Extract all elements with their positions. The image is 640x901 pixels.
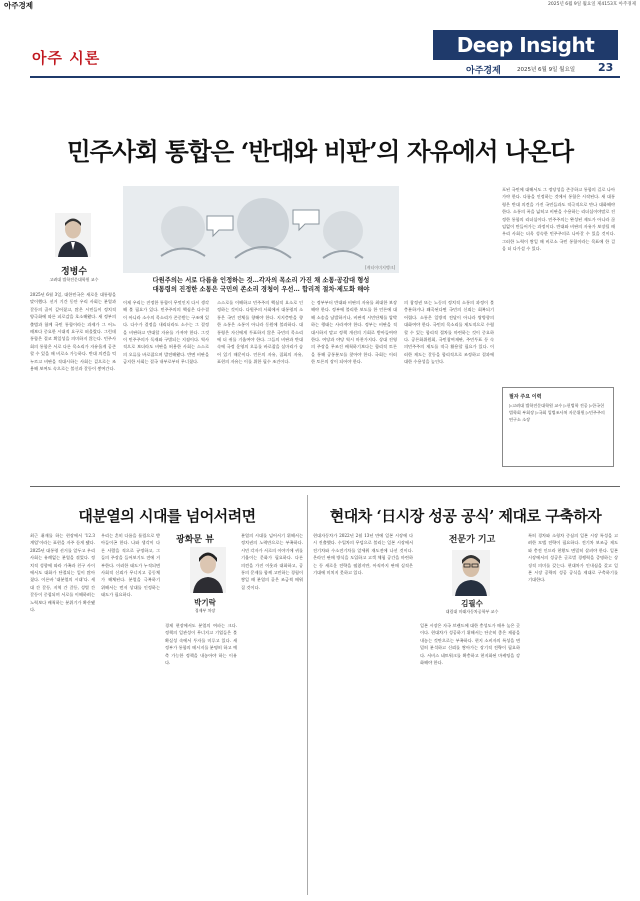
- article-column: 분열의 시대를 넘어서기 위해서는 정치권의 노력만으로는 부족하다. 시민 각자가 서로의 이야기에 귀를 기울이는 문화가 필요하다. 다른 의견을 가진 이웃과 대화하고, 공통의 문제를 함께 고민하는 경험이 쌓일 때 분열의 골은 조금씩 메워질 것이다.: [241, 533, 303, 590]
- columnist-photo: [190, 547, 226, 593]
- header-rule: [30, 76, 620, 78]
- author-title: 고려대 법학전문대학원 교수: [49, 277, 99, 282]
- article-column: 특히 경차와 소형차 중심의 일본 시장 특성을 고려한 모델 전략이 필요하다. 전기차 보조금 제도와 충전 인프라 현황도 면밀히 살펴야 한다. 일본 시장에서의 성공은 글로벌 경쟁력을 증명하는 상징적 의미를 갖는다. 현대차가 인내심을 갖고 일본 시장 공략의 성공 공식을 제대로 구축하기를 기대한다.: [528, 533, 618, 583]
- article-column: 포된 국민에 대해서도 그 정당성을 존중하고 통합의 길로 나아가야 한다. 다름을 인정하는 것에서 통합은 시작된다. 새 대통령은 반대 의견을 가진 국민들과도 적극적으로 만나 대화해야 한다. 소통의 폭을 넓히고 비판을 수용하는 리더십이야말로 진정한 통합의 리더십이다. 민주주의는 완성된 제도가 아니라 끊임없이 만들어가는 과정이다. 반대와 비판의 자유가 보장될 때 우리 사회는 더욱 성숙한 민주주의로 나아갈 수 있을 것이다. 그러한 노력이 쌓일 때 비로소 국민 통합이라는 목표에 한 걸음 더 다가설 수 있다.: [502, 187, 615, 252]
- contributor-name: 김필수: [461, 599, 483, 608]
- subheadline-line-2: 대통령의 진정한 소통은 국민의 존소리 경청이 우선… 합리적 절차·제도화 해야: [152, 286, 370, 294]
- author-photo: [55, 213, 91, 257]
- article-column: 이제 우리는 진정한 통합이 무엇인지 다시 생각해 볼 필요가 있다. 민주주의의 핵심은 다수결이 아니라 소수의 목소리가 존중받는 구조에 있다. 다수가 결정을 내리더라도 소수는 그 결정을 비판하고 반대할 자유를 가져야 한다. 그것이 민주주의가 독재와 구별되는 지점이다. 역사적으로 보더라도 비판을 허용한 사회는 스스로의 오류를 바로잡으며 발전해왔다. 반면 비판을 금지한 사회는 결국 내부로부터 무너졌다.: [123, 300, 209, 365]
- subheadline: [123, 276, 399, 295]
- article-column: 최근 취재를 하는 현장에서 '12.3 계엄'이라는 표현을 자주 듣게 됐다. 2025년 대통령 선거를 앞두고 우리 사회는 유례없는 분열을 겪었다. 정치적 성향에 따라 가족과 친구 사이에서도 대화가 단절되는 일이 많아졌다. 이른바 '대분열의 시대'다. 세대 간 갈등, 지역 간 갈등, 성별 간 갈등이 중첩되며 서로를 이해하려는 노력보다 배척하는 분위기가 확산됐다.: [30, 533, 95, 613]
- article-column: 는 정부부터 반대와 비판의 자유를 최대한 보장해야 한다. 정부에 불리한 보도를 한 언론에 대해 소송을 남발하거나, 비판적 시민단체를 압박하는 행태는 사라져야 한다. 정부는 비판을 적대시하지 말고 정책 개선의 기회로 받아들여야 한다. 여당과 야당 역시 마찬가지다. 상대 진영의 주장을 무조건 배척하기보다는 합리적 토론을 통해 공통분모를 찾아야 한다. 국회는 이러한 토론의 장이 되어야 한다.: [311, 300, 397, 365]
- section-divider: [30, 486, 620, 487]
- contributor-photo: [452, 550, 490, 596]
- main-headline: 민주사회 통합은 ‘반대와 비판’의 자유에서 나온다: [66, 137, 574, 166]
- masthead-meta: 2025년 6월 9일 월요일 제4153호 아주경제: [548, 2, 636, 7]
- author-name: 정병수: [60, 267, 88, 277]
- column-name: 광화문 뷰: [176, 535, 214, 545]
- deep-insight-banner: Deep Insight: [433, 30, 618, 60]
- illustration-photo: [123, 186, 399, 273]
- article-column: 경제 현장에서도 분열의 여파는 크다. 정책의 일관성이 무너지고 기업들은 불확실성 속에서 투자를 미루고 있다. 새 정부가 통합의 메시지를 분명히 하고 예측 가능한 정책을 내놓아야 하는 이유다.: [165, 623, 237, 666]
- article-column: 2025년 6월 3일, 대한민국은 새로운 대통령을 맞이했다. 선거 기간 동안 우리 사회는 분열과 갈등의 골이 깊어졌고, 많은 시민들이 정치적 양극화에 따른 피로감을 호소해왔다. 새 정부의 출범과 함께 국민 통합이라는 과제가 그 어느 때보다 중요한 시대적 요구로 떠올랐다. 그런데 통합은 결코 획일성을 의미하지 않는다. 민주사회의 통합은 서로 다른 목소리가 자유롭게 공존할 수 있을 때 비로소 가능하다. 반대 의견을 억누르고 비판을 적대시하는 사회는 겉으로는 조용해 보여도 속으로는 불신과 갈등이 쌓여간다.: [30, 292, 116, 372]
- profile-title: 필자 주요 이력: [509, 394, 542, 400]
- masthead-brand: 아주경제: [4, 1, 33, 10]
- section-name: 아주 시론: [32, 49, 101, 67]
- author-profile-box: [502, 387, 614, 467]
- article-column: 우리는 흔히 다름을 틀림으로 받아들이곤 한다. 나와 생각이 다른 사람을 적으로 규정하고, 그들의 주장을 들어보기도 전에 거부한다. 이러한 태도가 누적되면 사회적 신뢰가 무너지고 공동체가 해체된다. 분열을 극복하기 위해서는 먼저 상대를 인정하는 태도가 필요하다.: [101, 533, 160, 598]
- header-date: 2025년 6월 9일 월요일: [517, 67, 576, 73]
- column-headline-left: 대분열의 시대를 넘어서려면: [78, 507, 256, 525]
- page-number: 23: [598, 61, 614, 74]
- article-column: 현대자동차가 2022년 2월 13년 만에 일본 시장에 다시 진출했다. 수입차의 무덤으로 불리는 일본 시장에서 전기차와 수소전기차를 앞세워 재도전에 나선 것이다. 온라인 판매 방식을 도입하고 고객 체험 공간을 마련하는 등 새로운 전략을 펼쳤지만, 아직까지 판매 실적은 기대에 미치지 못하고 있다.: [313, 533, 413, 576]
- photo-credit: [게티이미지뱅크]: [365, 265, 396, 270]
- contributor-title: 대림대 미래자동차공학부 교수: [445, 609, 499, 614]
- article-column: 스스로를 이해하고 민주주의 핵심적 요소로 인정하는 것이다. 다원주의 사회에서 대통령의 소통은 국민 전체를 향해야 한다. 지지층만을 향한 소통은 소통이 아니라 동원에 불과하다. 대통령은 자신에게 투표하지 않은 국민의 목소리에 더 귀를 기울여야 한다. 그들의 비판과 반대 속에 국정 운영의 오류를 바로잡을 실마리가 숨어 있기 때문이다. 언론의 자유, 집회의 자유, 표현의 자유는 이를 위한 필수 조건이다.: [217, 300, 303, 365]
- columnist-title: 경제부 차장: [194, 608, 216, 613]
- subheadline-line-1: 다원주의는 서로 다름을 인정하는 것…각자의 목소리 가진 채 소통·공감대 형성: [152, 277, 370, 284]
- column-divider: [307, 495, 308, 895]
- profile-body: ▷고려대 법학전문대학원 교수 ▷헌법학 전공 ▷한국헌법학회 부회장 ▷국회 입법조사처 자문위원 ▷민주주의 연구소 소장: [509, 403, 605, 422]
- column-name: 전문가 기고: [448, 535, 496, 545]
- columnist-name: 박기락: [194, 598, 216, 607]
- article-column: 일본 시장은 자국 브랜드에 대한 충성도가 매우 높은 곳이다. 현대차가 성공하기 위해서는 단순히 좋은 제품을 내놓는 것만으로는 부족하다. 현지 소비자의 특성을 면밀히 분석하고 신뢰를 쌓아가는 장기적 전략이 필요하다. 서비스 네트워크를 확충하고 현지화된 마케팅을 강화해야 한다.: [420, 623, 520, 666]
- header-paper-name: 아주경제: [466, 66, 501, 76]
- top-strip: [0, 0, 640, 10]
- column-headline-right: 현대차 ‘日시장 성공 공식’ 제대로 구축하자: [329, 507, 602, 525]
- article-column: 의 참정권 또는 노동의 정치적 소통의 과정이 불충분하거나 왜곡된다면 국민의 신뢰는 회복되기 어렵다. 소통은 일방적 전달이 아니라 쌍방향의 대화여야 한다. 국민의 목소리를 제도적으로 수렴할 수 있는 합리적 절차를 마련하는 것이 중요하다. 공론화위원회, 국민참여재판, 주민투표 등 숙의민주주의 제도를 적극 활용할 필요가 있다. 이러한 제도는 갈등을 합리적으로 조정하고 결과에 대한 수용성을 높인다.: [404, 300, 494, 365]
